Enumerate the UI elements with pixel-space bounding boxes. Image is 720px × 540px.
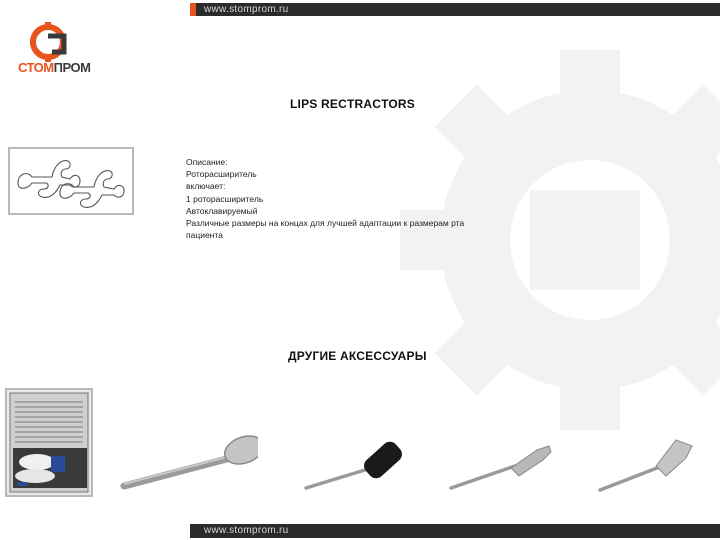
- footer-url[interactable]: www.stomprom.ru: [204, 525, 289, 536]
- kit-tray-image: [7, 390, 91, 495]
- company-logo[interactable]: [18, 22, 98, 82]
- description-line: Автоклавируемый: [186, 205, 258, 216]
- flat-tip-instrument-image: [445, 430, 585, 496]
- section-title-other-accessories: ДРУГИЕ АКСЕССУАРЫ: [288, 349, 427, 363]
- logo-text: СТОМПРОМ: [18, 60, 91, 75]
- black-tip-instrument-photo: [300, 430, 440, 496]
- logo-gear-icon: [28, 22, 72, 62]
- black-tip-instrument-image: [300, 430, 440, 496]
- lip-retractor-image: [10, 149, 132, 213]
- product-description: [186, 156, 526, 241]
- description-line: Роторасширитель: [186, 169, 257, 180]
- description-line: включает:: [186, 181, 226, 192]
- spatula-instrument-photo: [596, 430, 720, 496]
- accessory-kit-photo: [5, 388, 93, 497]
- header-bar: [0, 0, 720, 16]
- description-line: Описание:: [186, 157, 228, 167]
- description-line: Различные размеры на концах для лучшей адаптации к размерам рта: [186, 218, 465, 229]
- header-url[interactable]: www.stomprom.ru: [204, 4, 289, 15]
- mirror-handle-image: [118, 430, 258, 496]
- section-title-lips-retractors: LIPS RECTRACTORS: [290, 97, 415, 111]
- description-line: 1 роторасширитель: [186, 193, 264, 204]
- header-accent: [190, 3, 196, 16]
- spatula-instrument-image: [596, 430, 720, 496]
- mirror-handle-photo: [118, 430, 258, 496]
- lip-retractors-photo: [8, 147, 134, 215]
- flat-tip-instrument-photo: [445, 430, 585, 496]
- footer-bar: [0, 524, 720, 540]
- description-line: пациента: [186, 230, 223, 241]
